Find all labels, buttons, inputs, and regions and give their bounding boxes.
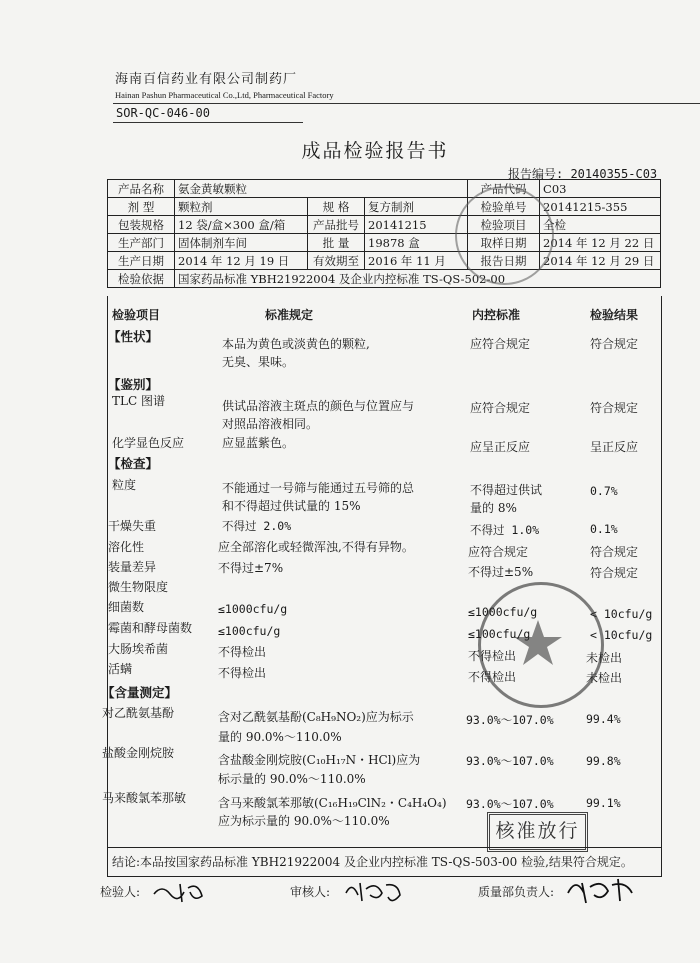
appearance-standard-line1: 本品为黄色或淡黄色的颗粒, xyxy=(222,337,370,351)
spec-label: 规 格 xyxy=(308,198,365,216)
reviewer-signature-icon xyxy=(342,875,407,907)
header-rule xyxy=(113,103,700,104)
column-header-standard: 标准规定 xyxy=(265,308,314,322)
tlc-standard-line1: 供试品溶液主斑点的颜色与位置应与 xyxy=(222,399,415,413)
color-reaction-internal: 应呈正反应 xyxy=(470,440,531,454)
product-code-label: 产品代码 xyxy=(468,180,540,198)
chlorphenamine-item: 马来酸氯苯那敏 xyxy=(102,791,187,805)
particle-size-internal-line1: 不得超过供试 xyxy=(470,483,543,497)
column-header-result: 检验结果 xyxy=(590,308,639,322)
solubility-internal: 应符合规定 xyxy=(468,545,529,559)
report-date: 2014 年 12 月 29 日 xyxy=(540,252,661,270)
color-reaction-standard: 应显蓝紫色。 xyxy=(222,436,295,450)
inspection-no: 20141215-355 xyxy=(540,198,661,216)
quantity-label: 批 量 xyxy=(308,234,365,252)
acetaminophen-standard-line2: 量的 90.0%～110.0% xyxy=(218,730,342,744)
acetaminophen-internal: 93.0%～107.0% xyxy=(466,713,554,727)
acetaminophen-standard-line1: 含对乙酰氨基酚(C₈H₉NO₂)应为标示 xyxy=(218,710,414,724)
particle-size-item: 粒度 xyxy=(112,478,137,492)
reviewer-label: 审核人: xyxy=(290,885,331,899)
header-row xyxy=(108,198,661,216)
dept: 固体制剂车间 xyxy=(175,234,308,252)
mites-item: 活螨 xyxy=(108,662,133,676)
header-row xyxy=(108,270,661,288)
fill-variation-internal: 不得过±5% xyxy=(468,565,534,579)
manager-label: 质量部负责人: xyxy=(478,885,555,899)
tlc-internal: 应符合规定 xyxy=(470,401,531,415)
particle-size-standard-line2: 和不得超过供试量的 15% xyxy=(222,499,361,513)
loss-on-drying-internal: 不得过 1.0% xyxy=(470,523,540,537)
sampling-date-label: 取样日期 xyxy=(468,234,540,252)
solubility-standard: 应全部溶化或轻微浑浊,不得有异物。 xyxy=(218,540,414,554)
tlc-item: TLC 图谱 xyxy=(112,394,165,408)
inspector-signature-icon xyxy=(150,878,210,906)
mites-internal: 不得检出 xyxy=(468,670,517,684)
particle-size-standard-line1: 不能通过一号筛与能通过五号筛的总 xyxy=(222,481,415,495)
bacteria-count-internal: ≤1000cfu/g xyxy=(468,605,538,619)
dept-label: 生产部门 xyxy=(108,234,175,252)
particle-size-internal-line2: 量的 8% xyxy=(470,501,517,515)
dosage-form-label: 剂 型 xyxy=(108,198,175,216)
tlc-result: 符合规定 xyxy=(590,401,639,415)
seal-star-icon xyxy=(481,585,595,699)
release-stamp: 核准放行 xyxy=(487,812,588,852)
particle-size-result: 0.7% xyxy=(590,484,618,498)
header-row xyxy=(108,216,661,234)
ecoli-item: 大肠埃希菌 xyxy=(108,642,169,656)
header-row xyxy=(108,180,661,198)
basis-label: 检验依据 xyxy=(108,270,175,288)
ecoli-internal: 不得检出 xyxy=(468,649,517,663)
solubility-result: 符合规定 xyxy=(590,545,639,559)
manager-signature-icon xyxy=(562,873,642,907)
package: 12 袋/盒×300 盒/箱 xyxy=(175,216,308,234)
tlc-standard-line2: 对照品溶液相同。 xyxy=(222,417,319,431)
appearance-internal: 应符合规定 xyxy=(470,337,531,351)
amantadine-standard-line1: 含盐酸金刚烷胺(C₁₀H₁₇N・HCl)应为 xyxy=(218,753,421,767)
mites-result: 未检出 xyxy=(586,671,623,685)
mites-standard: 不得检出 xyxy=(218,666,267,680)
company-name-en: Hainan Pashun Pharmaceutical Co.,Ltd, Pharmaceutical Factory xyxy=(115,90,334,100)
header-row xyxy=(108,252,661,270)
section-appearance: 【性状】 xyxy=(108,329,159,344)
spec: 复方制剂 xyxy=(365,198,468,216)
appearance-standard-line2: 无臭、果味。 xyxy=(222,355,295,369)
loss-on-drying-item: 干燥失重 xyxy=(108,519,157,533)
amantadine-standard-line2: 标示量的 90.0%～110.0% xyxy=(218,772,366,786)
chlorphenamine-internal: 93.0%～107.0% xyxy=(466,797,554,811)
appearance-result: 符合规定 xyxy=(590,337,639,351)
bacteria-count-item: 细菌数 xyxy=(108,600,145,614)
production-date: 2014 年 12 月 19 日 xyxy=(175,252,308,270)
production-date-label: 生产日期 xyxy=(108,252,175,270)
inspection-no-label: 检验单号 xyxy=(468,198,540,216)
ecoli-result: 未检出 xyxy=(586,651,623,665)
acetaminophen-result: 99.4% xyxy=(586,712,621,726)
package-label: 包装规格 xyxy=(108,216,175,234)
expiry-label: 有效期至 xyxy=(308,252,365,270)
section-identification: 【鉴别】 xyxy=(108,377,159,392)
batch: 20141215 xyxy=(365,216,468,234)
mold-yeast-internal: ≤100cfu/g xyxy=(468,627,531,641)
header-info-table xyxy=(107,179,661,288)
inspector-label: 检验人: xyxy=(100,885,141,899)
loss-on-drying-standard: 不得过 2.0% xyxy=(222,519,292,533)
fill-variation-item: 装量差异 xyxy=(108,560,157,574)
item-label: 检验项目 xyxy=(468,216,540,234)
header-row xyxy=(108,234,661,252)
product-code: C03 xyxy=(540,180,661,198)
batch-label: 产品批号 xyxy=(308,216,365,234)
company-name-cn: 海南百信药业有限公司制药厂 xyxy=(115,72,298,87)
acetaminophen-item: 对乙酰氨基酚 xyxy=(102,706,175,720)
chlorphenamine-standard-line1: 含马来酸氯苯那敏(C₁₆H₁₉ClN₂・C₄H₄O₄) xyxy=(218,796,447,810)
column-header-item: 检验项目 xyxy=(112,308,161,322)
mold-yeast-standard: ≤100cfu/g xyxy=(218,624,281,638)
chlorphenamine-result: 99.1% xyxy=(586,796,621,810)
basis: 国家药品标准 YBH21922004 及企业内控标准 TS-QS-502-00 xyxy=(175,270,661,288)
expiry: 2016 年 11 月 xyxy=(365,252,468,270)
amantadine-item: 盐酸金刚烷胺 xyxy=(102,746,175,760)
amantadine-internal: 93.0%～107.0% xyxy=(466,754,554,768)
report-number: 报告编号: 20140355-C03 xyxy=(508,167,658,181)
product-name-label: 产品名称 xyxy=(108,180,175,198)
solubility-item: 溶化性 xyxy=(108,540,145,554)
report-date-label: 报告日期 xyxy=(468,252,540,270)
mold-yeast-item: 霉菌和酵母菌数 xyxy=(108,621,193,635)
bacteria-count-standard: ≤1000cfu/g xyxy=(218,602,288,616)
page-title: 成品检验报告书 xyxy=(301,140,449,162)
amantadine-result: 99.8% xyxy=(586,754,621,768)
color-reaction-result: 呈正反应 xyxy=(590,440,639,454)
doc-code-rule xyxy=(113,122,303,123)
conclusion: 结论:本品按国家药品标准 YBH21922004 及企业内控标准 TS-QS-503-00 检验,结果符合规定。 xyxy=(112,855,633,869)
chlorphenamine-standard-line2: 应为标示量的 90.0%～110.0% xyxy=(218,814,390,828)
column-header-internal: 内控标准 xyxy=(472,308,521,322)
quantity: 19878 盒 xyxy=(365,234,468,252)
bacteria-count-result: < 10cfu/g xyxy=(590,607,653,621)
dosage-form: 颗粒剂 xyxy=(175,198,308,216)
sampling-date: 2014 年 12 月 22 日 xyxy=(540,234,661,252)
official-seal-top xyxy=(455,186,554,285)
document-code: SOR-QC-046-00 xyxy=(116,106,210,120)
mold-yeast-result: < 10cfu/g xyxy=(590,628,653,642)
fill-variation-result: 符合规定 xyxy=(590,566,639,580)
section-tests: 【检查】 xyxy=(108,456,159,471)
quality-seal xyxy=(478,582,604,708)
microbial-limit-item: 微生物限度 xyxy=(108,580,169,594)
product-name: 氨金黄敏颗粒 xyxy=(175,180,468,198)
color-reaction-item: 化学显色反应 xyxy=(112,436,185,450)
item: 全检 xyxy=(540,216,661,234)
ecoli-standard: 不得检出 xyxy=(218,645,267,659)
fill-variation-standard: 不得过±7% xyxy=(218,561,284,575)
section-assay: 【含量测定】 xyxy=(102,685,178,700)
loss-on-drying-result: 0.1% xyxy=(590,522,618,536)
